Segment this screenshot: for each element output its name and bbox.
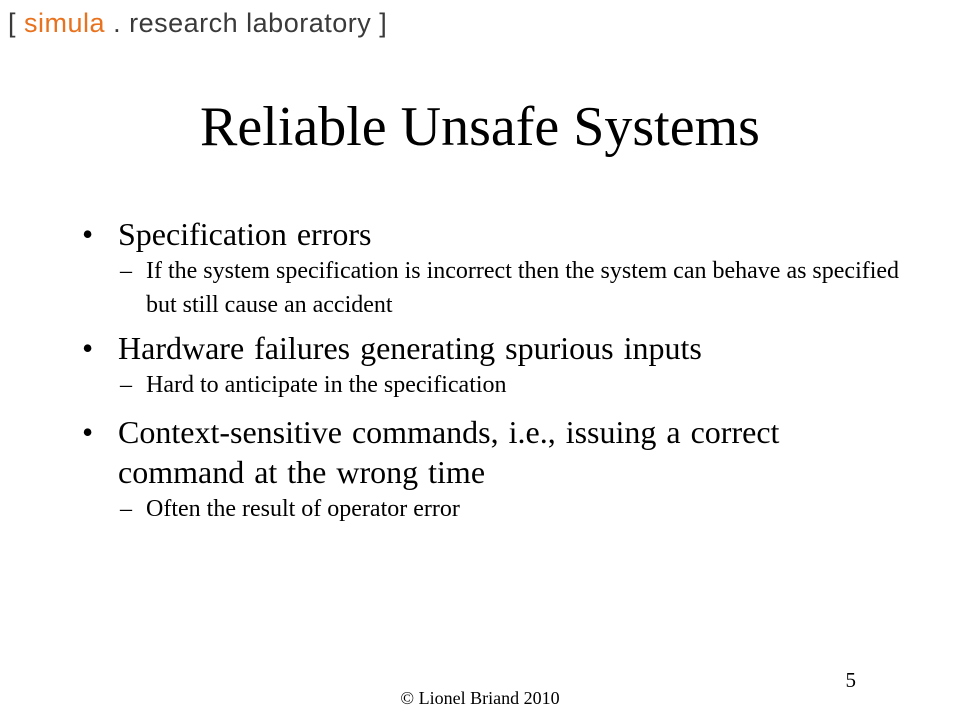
copyright-notice: © Lionel Briand 2010 <box>400 688 560 708</box>
bullet-item-1 <box>82 214 902 254</box>
sub-bullet-symbol: – <box>120 258 132 284</box>
sub-bullet-item-3 <box>82 492 902 526</box>
sub-bullet-text-2: Hard to anticipate in the specification <box>146 372 507 398</box>
bullet-text-1: Specification errors <box>118 216 372 252</box>
logo-rest: research laboratory <box>129 8 372 38</box>
sub-bullet-symbol: – <box>120 372 132 398</box>
logo-dot: . <box>113 8 122 38</box>
bullet-text-3: Context-sensitive commands, i.e., issuing a correct command at the wrong time <box>118 414 780 490</box>
slide-content <box>82 214 902 526</box>
page-number: 5 <box>845 668 856 692</box>
bullet-item-2 <box>82 328 902 368</box>
sub-bullet-text-3: Often the result of operator error <box>146 496 460 522</box>
sub-bullet-text-1: If the system specification is incorrect then the system can behave as specified but still cause an accident <box>146 258 900 318</box>
logo-brand: simula <box>24 8 106 38</box>
bullet-symbol: • <box>82 330 94 366</box>
bullet-text-2: Hardware failures generating spurious inputs <box>118 330 702 366</box>
simula-logo <box>8 6 387 40</box>
sub-bullet-symbol: – <box>120 496 132 522</box>
bullet-item-3 <box>82 412 902 492</box>
logo-open-bracket: [ <box>8 8 17 38</box>
logo-close-bracket: ] <box>379 8 388 38</box>
bullet-symbol: • <box>82 414 94 450</box>
sub-bullet-item-2 <box>82 368 902 402</box>
sub-bullet-item-1 <box>82 254 902 322</box>
bullet-symbol: • <box>82 216 94 252</box>
slide-title: Reliable Unsafe Systems <box>200 96 760 158</box>
